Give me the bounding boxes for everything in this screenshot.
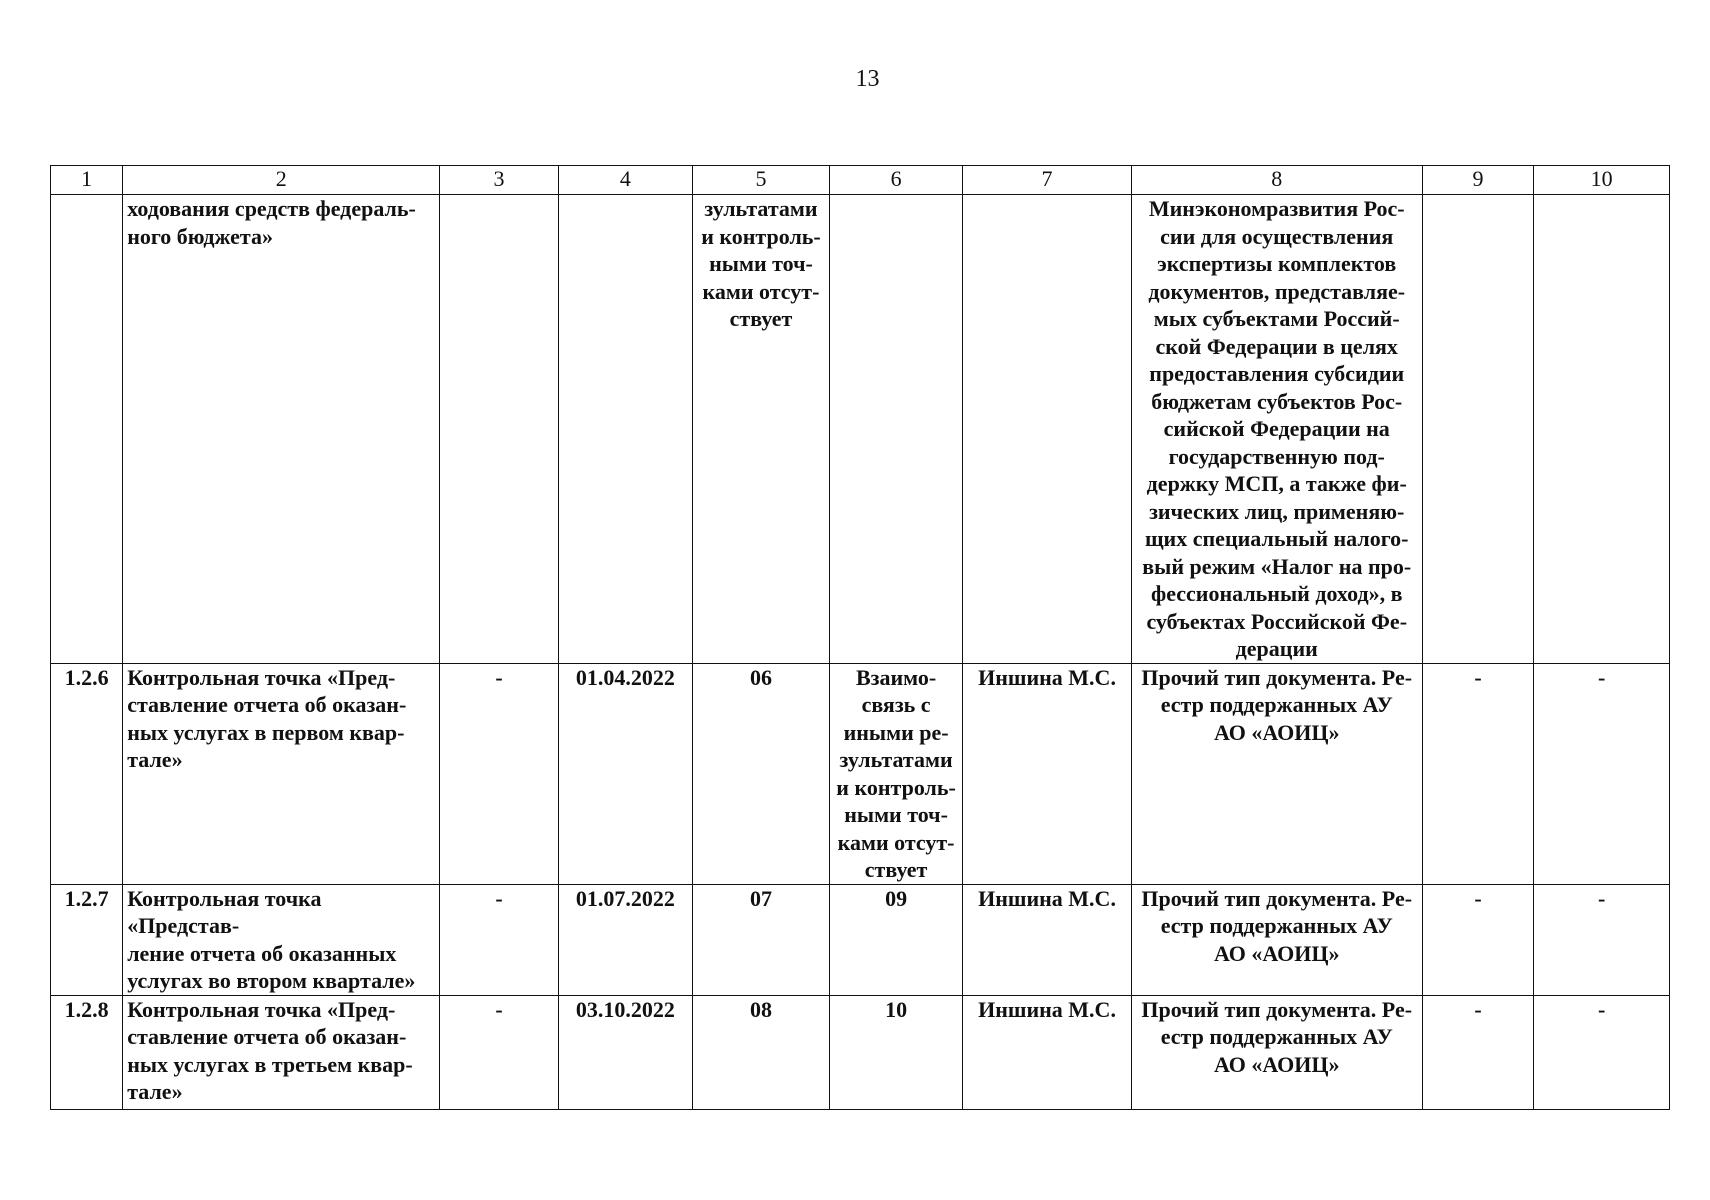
header-cell: 2 bbox=[123, 166, 440, 195]
plan-table bbox=[50, 165, 1670, 1110]
cell-col10: - bbox=[1534, 995, 1670, 1109]
header-cell: 8 bbox=[1131, 166, 1422, 195]
header-cell: 4 bbox=[558, 166, 693, 195]
cell-col3: - bbox=[440, 663, 558, 884]
cell-col5: зультатами и контроль- ными точ- ками отсут- ствует bbox=[693, 195, 830, 664]
cell-date: 01.07.2022 bbox=[558, 884, 693, 995]
cell-document: Прочий тип документа. Ре- естр поддержанных АУ АО «АОИЦ» bbox=[1131, 995, 1422, 1109]
cell-col3: - bbox=[440, 995, 558, 1109]
cell-col9: - bbox=[1422, 884, 1534, 995]
cell-responsible: Иншина М.С. bbox=[963, 995, 1131, 1109]
cell-number: 1.2.6 bbox=[51, 663, 123, 884]
cell-col9: - bbox=[1422, 995, 1534, 1109]
cell-responsible: Иншина М.С. bbox=[963, 663, 1131, 884]
table-row bbox=[51, 195, 1670, 664]
table-row bbox=[51, 884, 1670, 995]
header-cell: 1 bbox=[51, 166, 123, 195]
cell-number bbox=[51, 195, 123, 664]
cell-col10: - bbox=[1534, 663, 1670, 884]
cell-col9 bbox=[1422, 195, 1534, 664]
cell-col10: - bbox=[1534, 884, 1670, 995]
cell-document: Прочий тип документа. Ре- естр поддержанных АУ АО «АОИЦ» bbox=[1131, 663, 1422, 884]
cell-date: 03.10.2022 bbox=[558, 995, 693, 1109]
cell-col9: - bbox=[1422, 663, 1534, 884]
cell-col6: 09 bbox=[829, 884, 962, 995]
cell-col10 bbox=[1534, 195, 1670, 664]
header-cell: 10 bbox=[1534, 166, 1670, 195]
cell-name: Контрольная точка «Пред- ставление отчета об оказан- ных услугах в первом квар- тале» bbox=[123, 663, 440, 884]
header-cell: 7 bbox=[963, 166, 1131, 195]
cell-date: 01.04.2022 bbox=[558, 663, 693, 884]
table-row bbox=[51, 995, 1670, 1109]
cell-col5: 06 bbox=[693, 663, 830, 884]
cell-number: 1.2.7 bbox=[51, 884, 123, 995]
cell-col6 bbox=[829, 195, 962, 664]
cell-name: ходования средств федераль- ного бюджета» bbox=[123, 195, 440, 664]
cell-document: Минэкономразвития Рос- сии для осуществления экспертизы комплектов документов, представляе- мых субъектами Россий- ской Федерации в целях предоставления субсидии бюджетам субъектов Рос- сийской Федерации на государственную под- держку МСП, а также фи- зических лиц, применяю- щих специальный налого- вый режим «Налог на про- фессиональный доход», в субъектах Российской Фе- дерации bbox=[1131, 195, 1422, 664]
cell-date bbox=[558, 195, 693, 664]
cell-responsible bbox=[963, 195, 1131, 664]
cell-responsible: Иншина М.С. bbox=[963, 884, 1131, 995]
table-row bbox=[51, 663, 1670, 884]
cell-col3: - bbox=[440, 884, 558, 995]
cell-name: Контрольная точка «Пред- ставление отчета об оказан- ных услугах в третьем квар- тале» bbox=[123, 995, 440, 1109]
cell-col5: 08 bbox=[693, 995, 830, 1109]
header-cell: 3 bbox=[440, 166, 558, 195]
cell-document: Прочий тип документа. Ре- естр поддержанных АУ АО «АОИЦ» bbox=[1131, 884, 1422, 995]
header-cell: 5 bbox=[693, 166, 830, 195]
cell-col3 bbox=[440, 195, 558, 664]
page-number: 13 bbox=[855, 66, 880, 92]
header-cell: 6 bbox=[829, 166, 962, 195]
header-cell: 9 bbox=[1422, 166, 1534, 195]
cell-number: 1.2.8 bbox=[51, 995, 123, 1109]
cell-col5: 07 bbox=[693, 884, 830, 995]
table-header-row bbox=[51, 166, 1670, 195]
cell-name: Контрольная точка «Представ- ление отчета об оказанных услугах во втором квартале» bbox=[123, 884, 440, 995]
cell-col6: Взаимо- связь с иными ре- зультатами и контроль- ными точ- ками отсут- ствует bbox=[829, 663, 962, 884]
cell-col6: 10 bbox=[829, 995, 962, 1109]
